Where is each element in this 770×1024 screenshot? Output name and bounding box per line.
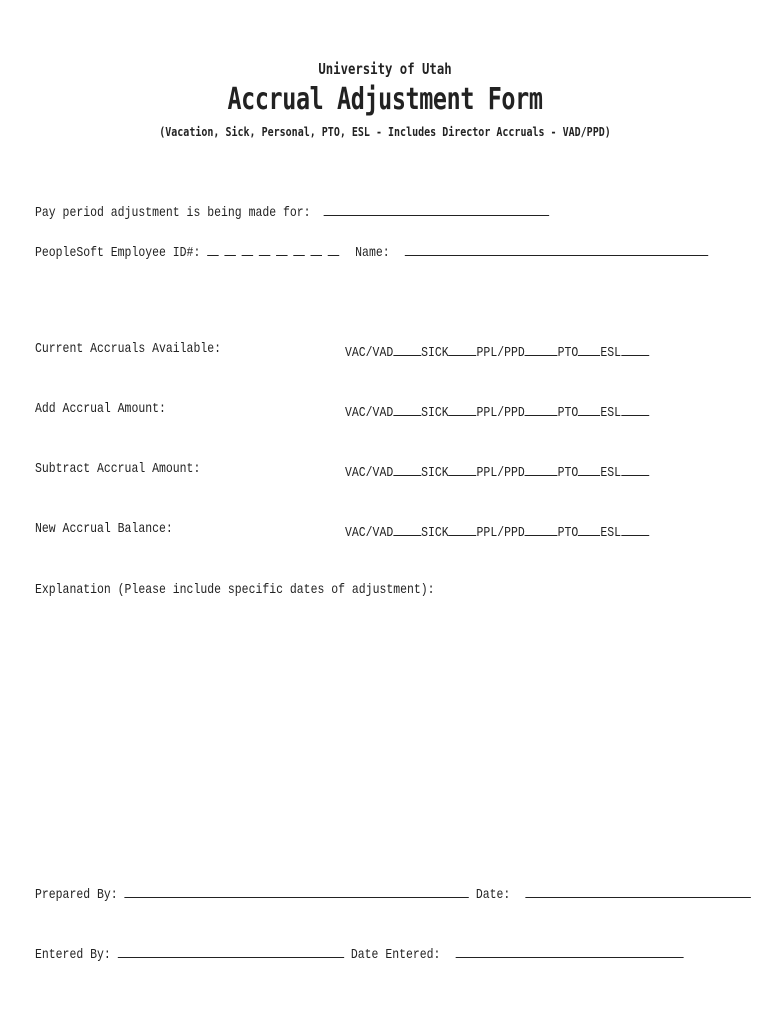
esl-field[interactable] (621, 521, 649, 536)
pto-field[interactable] (578, 521, 600, 536)
esl-label: ESL (600, 525, 622, 541)
accrual-fields-subtract (345, 461, 716, 481)
accrual-row-label: Current Accruals Available: (35, 341, 222, 357)
vac-label: VAC/VAD (345, 405, 394, 421)
ppl-field[interactable] (525, 401, 558, 416)
university-name: University of Utah (318, 60, 452, 78)
vac-field[interactable] (393, 461, 421, 476)
ppl-label: PPL/PPD (476, 345, 525, 361)
pay-period-label: Pay period adjustment is being made for: (35, 205, 311, 221)
employee-id-row (35, 241, 770, 261)
vac-field[interactable] (393, 341, 421, 356)
pto-label: PTO (557, 465, 579, 481)
date-entered-label: Date Entered: (350, 947, 441, 963)
sick-field[interactable] (449, 341, 477, 356)
name-field[interactable] (405, 241, 708, 256)
ppl-field[interactable] (525, 521, 558, 536)
employee-id-label: PeopleSoft Employee ID#: (35, 245, 201, 261)
accrual-fields-add (345, 401, 716, 421)
sick-label: SICK (421, 345, 449, 361)
esl-label: ESL (600, 405, 622, 421)
vac-label: VAC/VAD (345, 525, 394, 541)
sick-label: SICK (421, 525, 449, 541)
entered-by-row (35, 943, 770, 963)
explanation-label: Explanation (Please include specific dates of adjustment): (35, 582, 435, 598)
sick-field[interactable] (449, 401, 477, 416)
pto-field[interactable] (578, 341, 600, 356)
ppl-label: PPL/PPD (476, 465, 525, 481)
accrual-row-subtract (35, 461, 237, 477)
accrual-row-label: Subtract Accrual Amount: (35, 461, 201, 477)
vac-field[interactable] (393, 401, 421, 416)
vac-field[interactable] (393, 521, 421, 536)
accrual-row-label: New Accrual Balance: (35, 521, 173, 537)
date-entered-field[interactable] (456, 943, 684, 958)
ppl-label: PPL/PPD (476, 405, 525, 421)
employee-id-field[interactable] (207, 245, 345, 261)
date-field[interactable] (525, 883, 751, 898)
ppl-field[interactable] (525, 461, 558, 476)
vac-label: VAC/VAD (345, 465, 394, 481)
pto-label: PTO (557, 525, 579, 541)
sick-label: SICK (421, 405, 449, 421)
prepared-by-row (35, 883, 770, 903)
sick-label: SICK (421, 465, 449, 481)
pay-period-field[interactable] (324, 201, 549, 216)
accrual-row-label: Add Accrual Amount: (35, 401, 166, 417)
form-title: Accrual Adjustment Form (227, 82, 543, 117)
accrual-row-current (35, 341, 262, 357)
date-label: Date: (475, 887, 511, 903)
pto-field[interactable] (578, 401, 600, 416)
accrual-fields-current (345, 341, 716, 361)
prepared-by-field[interactable] (125, 883, 469, 898)
explanation-area[interactable] (35, 605, 735, 865)
explanation-row (35, 582, 522, 598)
ppl-label: PPL/PPD (476, 525, 525, 541)
esl-field[interactable] (621, 461, 649, 476)
esl-label: ESL (600, 465, 622, 481)
sick-field[interactable] (449, 521, 477, 536)
pto-label: PTO (557, 345, 579, 361)
prepared-by-label: Prepared By: (35, 887, 118, 903)
pto-label: PTO (557, 405, 579, 421)
entered-by-label: Entered By: (35, 947, 111, 963)
pay-period-row (35, 201, 662, 221)
esl-field[interactable] (621, 341, 649, 356)
pto-field[interactable] (578, 461, 600, 476)
accrual-fields-new-balance (345, 521, 716, 541)
name-label: Name: (355, 245, 390, 261)
esl-label: ESL (600, 345, 622, 361)
vac-label: VAC/VAD (345, 345, 394, 361)
accrual-row-add (35, 401, 195, 417)
entered-by-field[interactable] (118, 943, 344, 958)
form-subtitle: (Vacation, Sick, Personal, PTO, ESL - Includes Director Accruals - VAD/PPD) (159, 124, 611, 139)
sick-field[interactable] (449, 461, 477, 476)
esl-field[interactable] (621, 401, 649, 416)
ppl-field[interactable] (525, 341, 558, 356)
accrual-row-new-balance (35, 521, 203, 537)
